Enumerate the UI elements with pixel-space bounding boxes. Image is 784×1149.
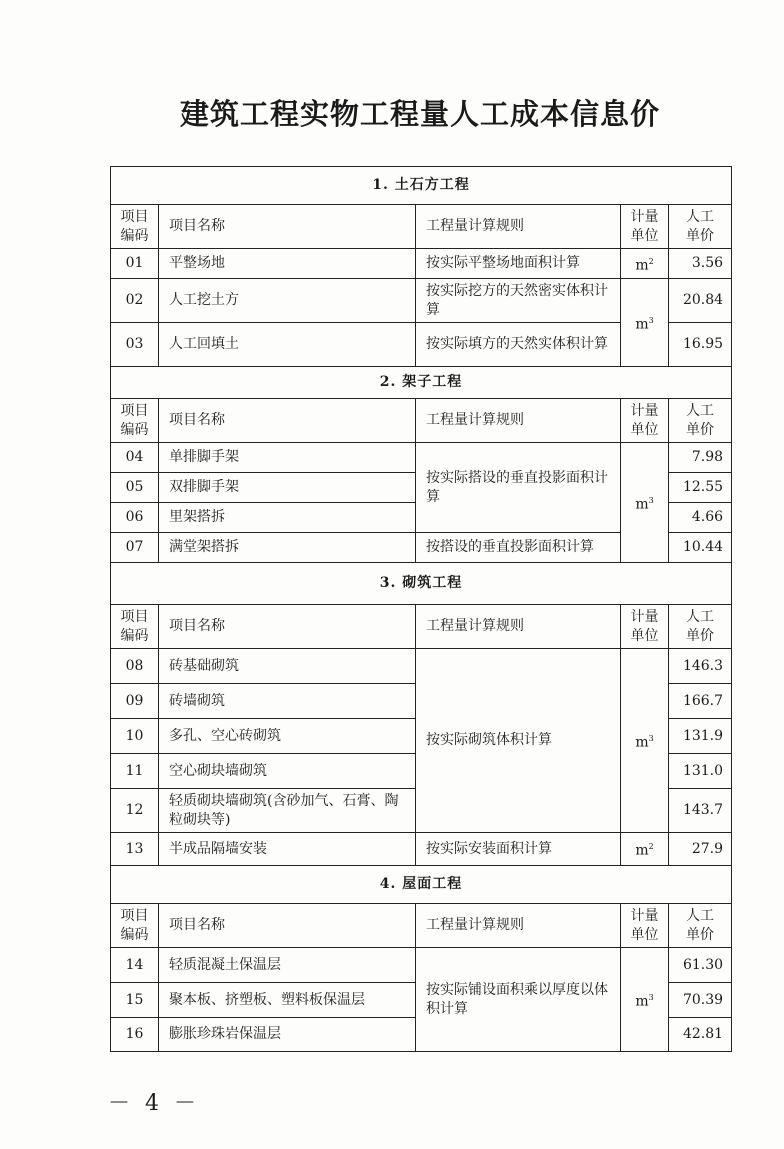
- section-title: 2. 架子工程: [111, 367, 732, 399]
- section-title: 4. 屋面工程: [111, 866, 732, 904]
- header-code: 项目 编码: [111, 399, 159, 443]
- row-code: 13: [111, 833, 159, 866]
- row-name: 砖墙砌筑: [159, 684, 416, 719]
- row-name: 轻质砌块墙砌筑(含砂加气、石膏、陶粒砌块等): [159, 789, 416, 833]
- section-header: [111, 367, 732, 399]
- row-code: 02: [111, 279, 159, 323]
- row-code: 14: [111, 948, 159, 983]
- row-price: 4.66: [669, 503, 732, 533]
- row-name: 平整场地: [159, 249, 416, 279]
- row-code: 16: [111, 1018, 159, 1052]
- header-row: [111, 605, 732, 649]
- row-name: 空心砌块墙砌筑: [159, 754, 416, 789]
- row-price: 20.84: [669, 279, 732, 323]
- row-name: 里架搭拆: [159, 503, 416, 533]
- header-code: 项目 编码: [111, 904, 159, 948]
- row-code: 04: [111, 443, 159, 473]
- row-price: 12.55: [669, 473, 732, 503]
- row-rule: 按实际平整场地面积计算: [416, 249, 621, 279]
- row-price: 131.0: [669, 754, 732, 789]
- row-code: 08: [111, 649, 159, 684]
- row-name: 砖基础砌筑: [159, 649, 416, 684]
- table-row: [111, 279, 732, 323]
- table-row: [111, 649, 732, 684]
- header-row: [111, 399, 732, 443]
- header-price: 人工 单价: [669, 205, 732, 249]
- header-name: 项目名称: [159, 904, 416, 948]
- row-unit: $m^3$: [621, 948, 669, 1052]
- page-number: － 4 －: [108, 1091, 200, 1116]
- row-code: 06: [111, 503, 159, 533]
- row-rule: 按实际填方的天然实体积计算: [416, 323, 621, 367]
- row-name: 聚本板、挤塑板、塑料板保温层: [159, 983, 416, 1018]
- header-code: 项目 编码: [111, 605, 159, 649]
- row-rule: 按实际安装面积计算: [416, 833, 621, 866]
- row-price: 61.30: [669, 948, 732, 983]
- header-row: [111, 205, 732, 249]
- cost-table: [110, 166, 732, 1052]
- row-price: 16.95: [669, 323, 732, 367]
- row-price: 3.56: [669, 249, 732, 279]
- header-price: 人工 单价: [669, 904, 732, 948]
- row-name: 单排脚手架: [159, 443, 416, 473]
- header-rule: 工程量计算规则: [416, 605, 621, 649]
- header-rule: 工程量计算规则: [416, 205, 621, 249]
- header-unit: 计量 单位: [621, 904, 669, 948]
- row-unit: $m^3$: [621, 649, 669, 833]
- header-code: 项目 编码: [111, 205, 159, 249]
- header-unit: 计量 单位: [621, 399, 669, 443]
- row-code: 12: [111, 789, 159, 833]
- row-code: 05: [111, 473, 159, 503]
- header-name: 项目名称: [159, 399, 416, 443]
- row-code: 10: [111, 719, 159, 754]
- section-title: 1. 土石方工程: [111, 167, 732, 205]
- row-name: 轻质混凝土保温层: [159, 948, 416, 983]
- row-unit: $m^3$: [621, 279, 669, 367]
- row-price: 143.7: [669, 789, 732, 833]
- row-rule: 按实际搭设的垂直投影面积计算: [416, 443, 621, 533]
- section-title: 3. 砌筑工程: [111, 563, 732, 605]
- row-code: 07: [111, 533, 159, 563]
- row-unit: $m^3$: [621, 443, 669, 563]
- table-row: [111, 443, 732, 473]
- row-unit: $m^2$: [621, 249, 669, 279]
- row-rule: 按实际挖方的天然密实体积计算: [416, 279, 621, 323]
- row-code: 03: [111, 323, 159, 367]
- row-rule: 按实际铺设面积乘以厚度以体积计算: [416, 948, 621, 1052]
- header-row: [111, 904, 732, 948]
- row-name: 多孔、空心砖砌筑: [159, 719, 416, 754]
- row-name: 双排脚手架: [159, 473, 416, 503]
- row-code: 11: [111, 754, 159, 789]
- row-code: 15: [111, 983, 159, 1018]
- header-rule: 工程量计算规则: [416, 399, 621, 443]
- row-price: 166.7: [669, 684, 732, 719]
- row-name: 人工挖土方: [159, 279, 416, 323]
- row-name: 半成品隔墙安装: [159, 833, 416, 866]
- row-price: 70.39: [669, 983, 732, 1018]
- header-price: 人工 单价: [669, 605, 732, 649]
- section-header: [111, 866, 732, 904]
- row-code: 01: [111, 249, 159, 279]
- table-row: [111, 833, 732, 866]
- row-rule: 按搭设的垂直投影面积计算: [416, 533, 621, 563]
- header-rule: 工程量计算规则: [416, 904, 621, 948]
- row-code: 09: [111, 684, 159, 719]
- row-price: 27.9: [669, 833, 732, 866]
- section-header: [111, 167, 732, 205]
- header-unit: 计量 单位: [621, 205, 669, 249]
- row-price: 131.9: [669, 719, 732, 754]
- page-title: 建筑工程实物工程量人工成本信息价: [179, 97, 660, 131]
- section-header: [111, 563, 732, 605]
- row-rule: 按实际砌筑体积计算: [416, 649, 621, 833]
- header-price: 人工 单价: [669, 399, 732, 443]
- header-name: 项目名称: [159, 605, 416, 649]
- row-unit: $m^2$: [621, 833, 669, 866]
- header-name: 项目名称: [159, 205, 416, 249]
- row-price: 10.44: [669, 533, 732, 563]
- table-row: [111, 249, 732, 279]
- row-name: 膨胀珍珠岩保温层: [159, 1018, 416, 1052]
- row-name: 满堂架搭拆: [159, 533, 416, 563]
- row-price: 146.3: [669, 649, 732, 684]
- row-price: 7.98: [669, 443, 732, 473]
- table-row: [111, 948, 732, 983]
- row-price: 42.81: [669, 1018, 732, 1052]
- row-name: 人工回填土: [159, 323, 416, 367]
- header-unit: 计量 单位: [621, 605, 669, 649]
